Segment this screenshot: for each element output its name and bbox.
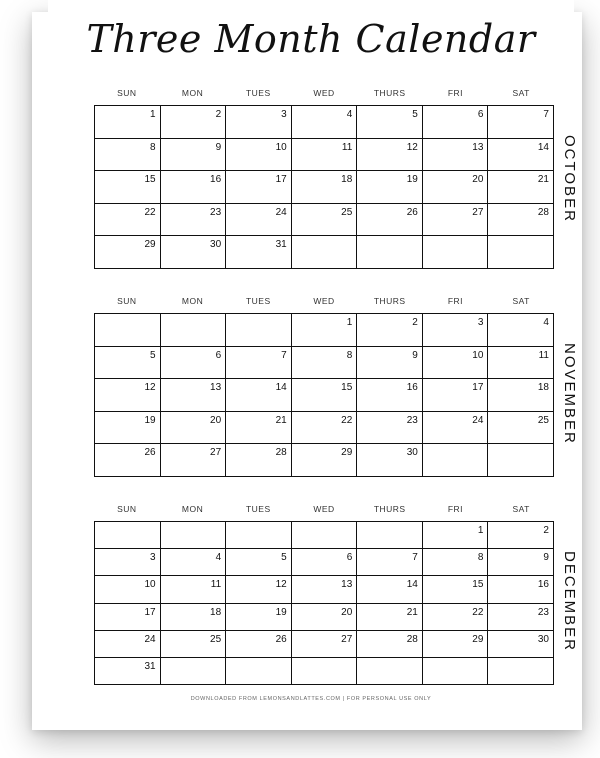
weekday-label: SUN [117,504,137,514]
day-cell [161,576,227,603]
day-cell [357,631,423,658]
day-cell [357,347,423,380]
day-number: 23 [537,606,549,618]
day-cell [357,379,423,412]
day-cell [488,379,554,412]
day-cell [488,204,554,237]
day-cell [226,522,292,549]
day-cell [488,314,554,347]
day-number: 17 [144,606,156,618]
day-cell [357,204,423,237]
day-number: 11 [210,579,222,591]
day-cell [357,236,423,269]
day-cell [161,549,227,576]
day-cell [292,631,358,658]
day-number: 13 [210,382,222,394]
day-cell [161,106,227,139]
weekday-label: THURS [373,504,406,514]
day-number: 28 [275,447,287,459]
day-number: 11 [341,141,353,153]
day-cell [488,444,554,477]
day-cell [488,549,554,576]
day-cell [226,106,292,139]
day-number: 24 [144,633,156,645]
day-cell [292,171,358,204]
day-number: 20 [210,414,222,426]
day-number: 23 [210,206,222,218]
day-number: 1 [150,109,156,120]
day-cell [95,314,161,347]
day-number: 22 [144,206,156,218]
day-number: 23 [406,414,418,426]
day-cell [226,139,292,172]
day-number: 30 [406,447,418,459]
weekday-label: WED [313,504,335,514]
day-cell [357,576,423,603]
day-cell [423,658,489,685]
day-cell [292,604,358,631]
day-cell [357,549,423,576]
day-cell [226,549,292,576]
day-cell [292,576,358,603]
day-number: 8 [477,552,484,564]
day-cell [292,139,358,172]
day-number: 30 [210,239,222,251]
day-number: 24 [472,414,484,426]
day-number: 13 [472,141,484,153]
day-cell [423,314,489,347]
day-cell [161,631,227,658]
day-cell [292,314,358,347]
weekday-label: SAT [512,88,530,98]
day-number: 8 [150,141,156,153]
day-cell [161,139,227,172]
day-cell [357,139,423,172]
day-number: 10 [144,579,156,591]
day-cell [357,314,423,347]
day-number: 20 [472,174,484,186]
day-number: 14 [275,382,287,394]
day-number: 3 [150,552,156,564]
weekday-label: MON [181,504,204,514]
calendar-grid [94,105,554,269]
day-number: 12 [144,382,156,394]
day-number: 27 [210,447,222,459]
day-cell [226,204,292,237]
day-number: 24 [275,206,287,218]
day-number: 19 [275,606,287,618]
day-cell [488,604,554,631]
day-number: 5 [150,349,156,361]
day-number: 16 [210,174,222,186]
day-cell [161,412,227,445]
day-number: 18 [210,606,222,618]
day-number: 27 [472,206,484,218]
day-cell [95,444,161,477]
day-cell [488,236,554,269]
day-cell [488,631,554,658]
day-cell [357,522,423,549]
day-cell [95,347,161,380]
day-number: 21 [537,174,549,186]
day-number: 10 [275,141,287,153]
day-cell [292,444,358,477]
day-number: 7 [543,109,549,120]
day-number: 4 [543,317,549,328]
day-number: 21 [406,606,418,618]
day-number: 19 [144,414,156,426]
day-number: 18 [537,382,549,394]
day-number: 22 [472,606,484,618]
day-cell [95,106,161,139]
weekday-label: MON [181,88,204,98]
day-cell [488,106,554,139]
day-number: 2 [543,525,549,536]
day-cell [226,171,292,204]
day-cell [161,171,227,204]
day-cell [161,658,227,685]
day-cell [423,576,489,603]
day-number: 2 [215,109,222,120]
day-cell [423,444,489,477]
day-cell [95,604,161,631]
day-cell [357,444,423,477]
day-number: 10 [472,349,484,361]
day-cell [95,236,161,269]
day-cell [161,236,227,269]
page-title: Three Month Calendar [86,17,536,61]
day-number: 16 [537,579,549,591]
day-cell [292,106,358,139]
day-number: 12 [275,579,287,591]
day-number: 14 [537,141,549,153]
day-cell [161,444,227,477]
day-number: 8 [346,349,353,361]
day-number: 17 [472,382,484,394]
day-cell [292,379,358,412]
day-number: 12 [406,141,418,153]
day-cell [292,549,358,576]
day-number: 4 [346,109,353,120]
weekday-label: THURS [373,88,406,98]
day-cell [423,347,489,380]
day-number: 25 [210,633,222,645]
day-number: 14 [406,579,418,591]
weekday-label: SUN [117,296,137,306]
day-number: 15 [472,579,484,591]
weekday-label: SUN [117,88,137,98]
day-cell [488,171,554,204]
weekday-label: FRI [447,504,464,514]
weekday-label: WED [313,88,335,98]
day-cell [423,604,489,631]
day-cell [161,347,227,380]
day-cell [423,204,489,237]
day-cell [95,658,161,685]
day-cell [226,379,292,412]
day-cell [226,576,292,603]
weekday-header-row [94,502,554,516]
footer-note: DOWNLOADED FROM LEMONSANDLATTES.COM | FOR PERSONAL USE ONLY [190,696,432,702]
day-cell [161,379,227,412]
day-number: 9 [215,141,222,153]
day-cell [423,631,489,658]
day-cell [226,604,292,631]
weekday-label: WED [313,296,335,306]
day-cell [95,139,161,172]
day-number: 16 [406,382,418,394]
day-cell [292,412,358,445]
day-number: 1 [477,525,484,536]
month-name-november: NOVEMBER [561,343,578,445]
calendar-grid [94,521,554,685]
day-cell [95,412,161,445]
weekday-label: FRI [447,296,464,306]
day-number: 9 [543,552,549,564]
day-number: 18 [341,174,353,186]
day-number: 26 [406,206,418,218]
day-cell [161,204,227,237]
day-cell [95,631,161,658]
day-cell [488,139,554,172]
day-number: 5 [281,552,287,564]
day-cell [95,522,161,549]
day-cell [226,631,292,658]
weekday-header-row [94,294,554,308]
weekday-label: TUES [245,504,271,514]
day-cell [423,522,489,549]
day-number: 20 [341,606,353,618]
day-cell [95,576,161,603]
day-cell [423,236,489,269]
weekday-label: TUES [245,296,271,306]
day-cell [226,444,292,477]
weekday-header-row [94,86,554,100]
day-cell [423,412,489,445]
day-cell [357,604,423,631]
day-number: 29 [144,239,156,251]
day-number: 30 [537,633,549,645]
day-number: 28 [406,633,418,645]
day-cell [488,576,554,603]
day-number: 25 [341,206,353,218]
weekday-label: MON [181,296,204,306]
day-cell [423,171,489,204]
day-number: 21 [275,414,287,426]
day-cell [357,106,423,139]
weekday-label: SAT [512,296,530,306]
day-cell [488,412,554,445]
day-cell [161,314,227,347]
month-name-december: DECEMBER [561,551,578,653]
day-number: 27 [341,633,353,645]
day-cell [226,314,292,347]
day-number: 5 [412,109,418,120]
day-cell [292,347,358,380]
day-number: 2 [412,317,418,328]
day-number: 3 [281,109,287,120]
day-cell [488,347,554,380]
day-number: 26 [144,447,156,459]
day-number: 31 [144,660,156,672]
day-cell [226,236,292,269]
day-cell [95,549,161,576]
calendar-grid [94,313,554,477]
day-number: 1 [346,317,353,328]
day-cell [488,658,554,685]
day-cell [161,522,227,549]
day-cell [423,106,489,139]
day-cell [357,171,423,204]
day-number: 31 [275,239,287,251]
day-number: 7 [281,349,287,361]
day-cell [423,549,489,576]
day-number: 9 [412,349,418,361]
day-cell [226,412,292,445]
day-number: 15 [341,382,353,394]
day-cell [292,658,358,685]
day-cell [357,658,423,685]
day-cell [95,379,161,412]
day-cell [292,236,358,269]
day-number: 29 [472,633,484,645]
day-cell [292,204,358,237]
weekday-label: SAT [512,504,530,514]
day-cell [226,658,292,685]
day-number: 13 [341,579,353,591]
day-cell [226,347,292,380]
day-number: 11 [538,349,549,361]
day-number: 6 [215,349,222,361]
day-number: 28 [537,206,549,218]
day-cell [161,604,227,631]
day-cell [292,522,358,549]
day-cell [95,171,161,204]
day-number: 25 [537,414,549,426]
day-number: 15 [144,174,156,186]
day-cell [423,139,489,172]
weekday-label: THURS [373,296,406,306]
day-number: 3 [477,317,484,328]
day-number: 7 [412,552,418,564]
weekday-label: FRI [447,88,464,98]
day-number: 29 [341,447,353,459]
day-number: 6 [477,109,484,120]
day-cell [357,412,423,445]
day-number: 17 [275,174,287,186]
day-cell [423,379,489,412]
month-name-october: OCTOBER [561,135,578,223]
day-number: 4 [215,552,222,564]
day-number: 6 [346,552,353,564]
day-cell [95,204,161,237]
weekday-label: TUES [245,88,271,98]
day-number: 26 [275,633,287,645]
day-cell [488,522,554,549]
day-number: 22 [341,414,353,426]
day-number: 19 [406,174,418,186]
